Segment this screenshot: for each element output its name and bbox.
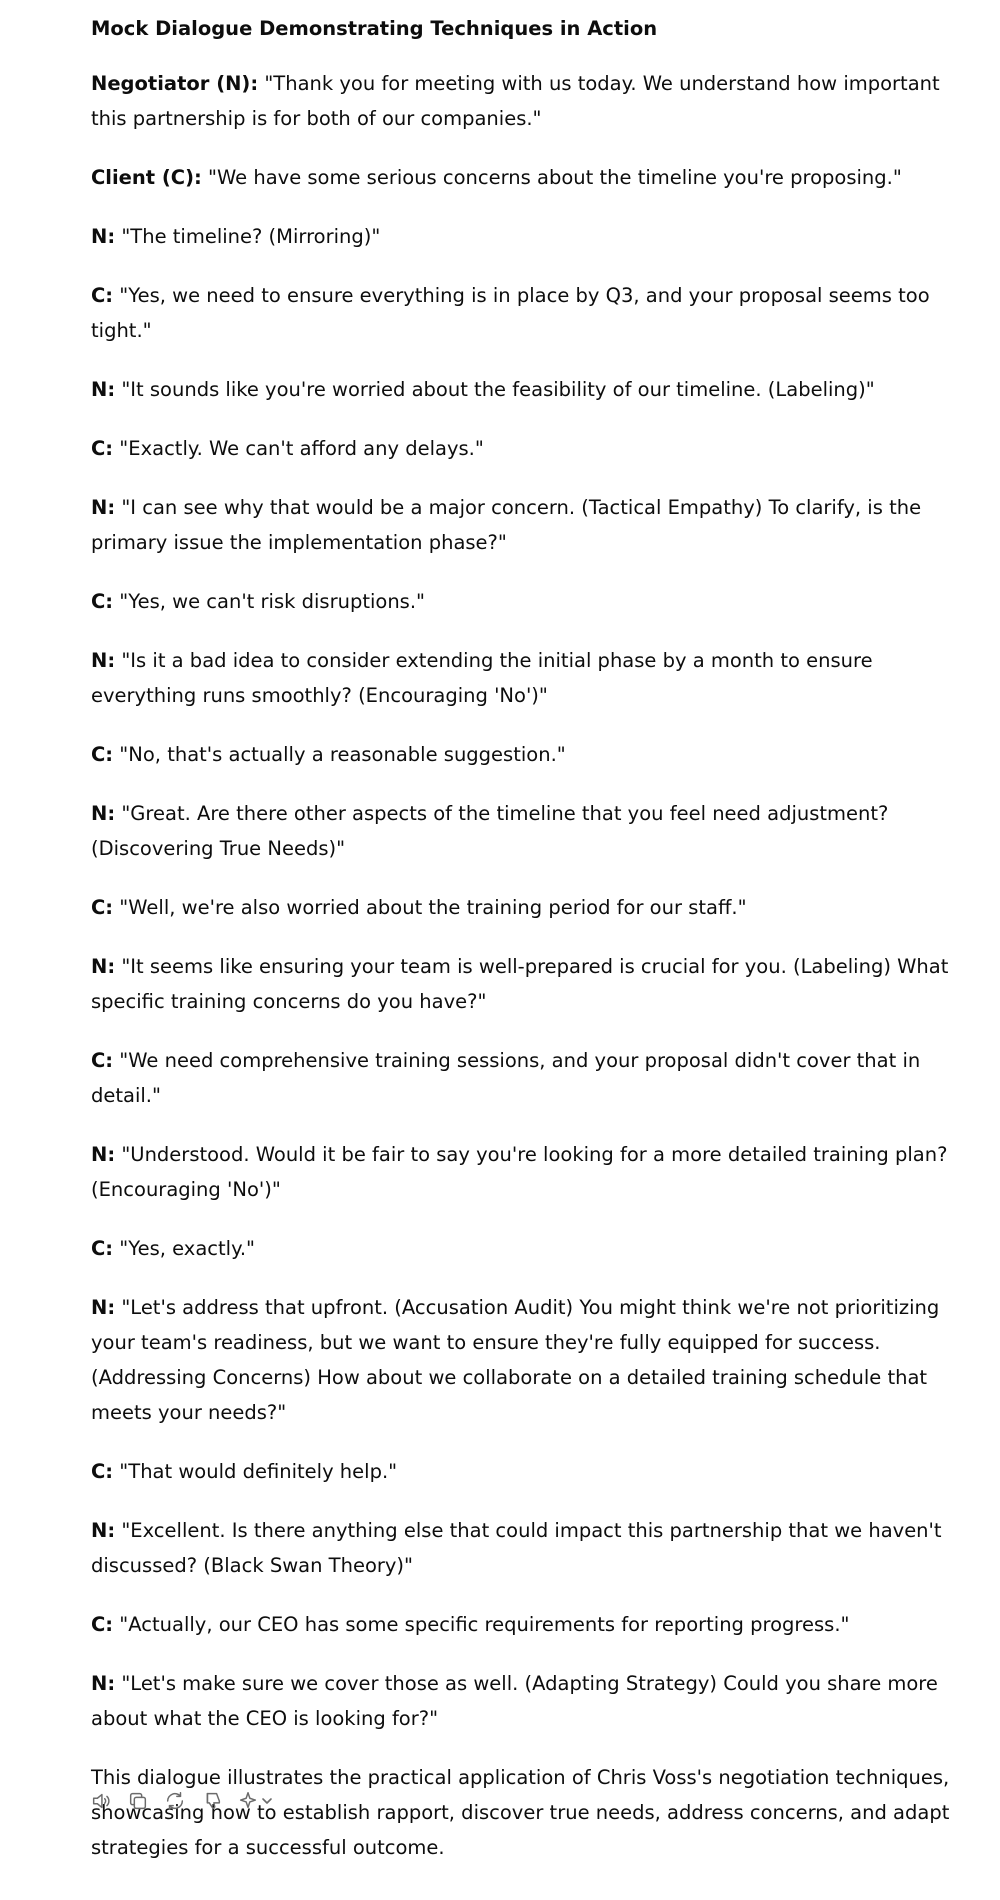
dialogue-line — [91, 1290, 981, 1430]
dialogue-line — [91, 1043, 981, 1113]
dialogue-line — [91, 372, 981, 407]
speaker-label: N: — [91, 802, 116, 825]
speaker-label: C: — [91, 1613, 114, 1636]
dialogue-text: "Thank you for meeting with us today. We understand how important this partnership is for both of our companies." — [91, 72, 940, 130]
message-actions-toolbar — [89, 1789, 273, 1813]
dialogue-line — [91, 890, 981, 925]
speaker-label: N: — [91, 496, 116, 519]
dialogue-text: "The timeline? (Mirroring)" — [115, 225, 381, 248]
thumbs-down-icon — [201, 1790, 223, 1812]
dialogue-text: "Let's make sure we cover those as well. (Adapting Strategy) Could you share more about what the CEO is looking for?" — [91, 1672, 938, 1730]
speaker-label: N: — [91, 1672, 116, 1695]
speaker-label: N: — [91, 1519, 116, 1542]
speaker-label: Negotiator (N): — [91, 72, 259, 95]
dialogue-line — [91, 796, 981, 866]
thumbs-down-button[interactable] — [200, 1789, 224, 1813]
dialogue-text: "Excellent. Is there anything else that could impact this partnership that we haven't discussed? (Black Swan Theory)" — [91, 1519, 942, 1577]
speaker-label: C: — [91, 896, 114, 919]
model-switch-button[interactable] — [237, 1789, 273, 1813]
dialogue-text: "Exactly. We can't afford any delays." — [113, 437, 484, 460]
dialogue-line — [91, 1607, 981, 1642]
dialogue-line — [91, 584, 981, 619]
assistant-message — [91, 14, 981, 1865]
dialogue-text: "That would definitely help." — [113, 1460, 398, 1483]
dialogue-text: "We need comprehensive training sessions, and your proposal didn't cover that in detail." — [91, 1049, 921, 1107]
dialogue-line — [91, 160, 981, 195]
regenerate-button[interactable] — [163, 1789, 187, 1813]
speaker-label: C: — [91, 743, 114, 766]
speaker-label: N: — [91, 955, 116, 978]
dialogue-line — [91, 737, 981, 772]
dialogue-line — [91, 278, 981, 348]
dialogue-text: "Yes, we need to ensure everything is in place by Q3, and your proposal seems too tight." — [91, 284, 930, 342]
dialogue-text: "We have some serious concerns about the timeline you're proposing." — [201, 166, 902, 189]
speaker-label: N: — [91, 378, 116, 401]
dialogue-text: "It seems like ensuring your team is well-prepared is crucial for you. (Labeling) What specific training concerns do you have?" — [91, 955, 949, 1013]
sparkle-icon — [237, 1790, 259, 1812]
speaker-label: Client (C): — [91, 166, 202, 189]
dialogue-text: "I can see why that would be a major concern. (Tactical Empathy) To clarify, is the primary issue the implementation phase?" — [91, 496, 922, 554]
dialogue-text: "Is it a bad idea to consider extending the initial phase by a month to ensure everything runs smoothly? (Encouraging 'No')" — [91, 649, 873, 707]
read-aloud-icon — [90, 1790, 112, 1812]
dialogue-text: "Actually, our CEO has some specific requirements for reporting progress." — [113, 1613, 850, 1636]
read-aloud-button[interactable] — [89, 1789, 113, 1813]
dialogue-list — [91, 66, 981, 1736]
dialogue-text: "Well, we're also worried about the training period for our staff." — [113, 896, 747, 919]
dialogue-text: "Yes, we can't risk disruptions." — [113, 590, 426, 613]
speaker-label: N: — [91, 649, 116, 672]
summary-paragraph: This dialogue illustrates the practical application of Chris Voss's negotiation techniques, showcasing how to establish rapport, discover true needs, address concerns, and adapt strategies for a successful outcome. — [91, 1766, 950, 1859]
dialogue-text: "Yes, exactly." — [113, 1237, 256, 1260]
dialogue-line — [91, 1454, 981, 1489]
dialogue-line — [91, 1666, 981, 1736]
dialogue-text: "Great. Are there other aspects of the timeline that you feel need adjustment? (Discovering True Needs)" — [91, 802, 889, 860]
copy-icon — [127, 1790, 149, 1812]
dialogue-text: "Understood. Would it be fair to say you're looking for a more detailed training plan? (Encouraging 'No')" — [91, 1143, 948, 1201]
speaker-label: C: — [91, 1237, 114, 1260]
speaker-label: N: — [91, 1296, 116, 1319]
dialogue-text: "It sounds like you're worried about the feasibility of our timeline. (Labeling)" — [115, 378, 875, 401]
dialogue-line — [91, 1231, 981, 1266]
speaker-label: C: — [91, 1460, 114, 1483]
dialogue-line — [91, 1137, 981, 1207]
dialogue-line — [91, 1513, 981, 1583]
dialogue-line — [91, 643, 981, 713]
speaker-label: N: — [91, 1143, 116, 1166]
regenerate-icon — [164, 1790, 186, 1812]
dialogue-heading: Mock Dialogue Demonstrating Techniques in Action — [91, 17, 658, 40]
dialogue-line — [91, 66, 981, 136]
chevron-down-icon — [261, 1795, 273, 1807]
speaker-label: C: — [91, 284, 114, 307]
dialogue-text: "No, that's actually a reasonable suggestion." — [113, 743, 566, 766]
speaker-label: C: — [91, 590, 114, 613]
dialogue-text: "Let's address that upfront. (Accusation Audit) You might think we're not prioritizing your team's readiness, but we want to ensure they're fully equipped for success. (Addressing Concerns) How about we collaborate on a detailed training schedule that meets your needs?" — [91, 1296, 940, 1424]
dialogue-line — [91, 490, 981, 560]
dialogue-line — [91, 949, 981, 1019]
speaker-label: N: — [91, 225, 116, 248]
speaker-label: C: — [91, 1049, 114, 1072]
speaker-label: C: — [91, 437, 114, 460]
dialogue-line — [91, 431, 981, 466]
copy-button[interactable] — [126, 1789, 150, 1813]
dialogue-line — [91, 219, 981, 254]
